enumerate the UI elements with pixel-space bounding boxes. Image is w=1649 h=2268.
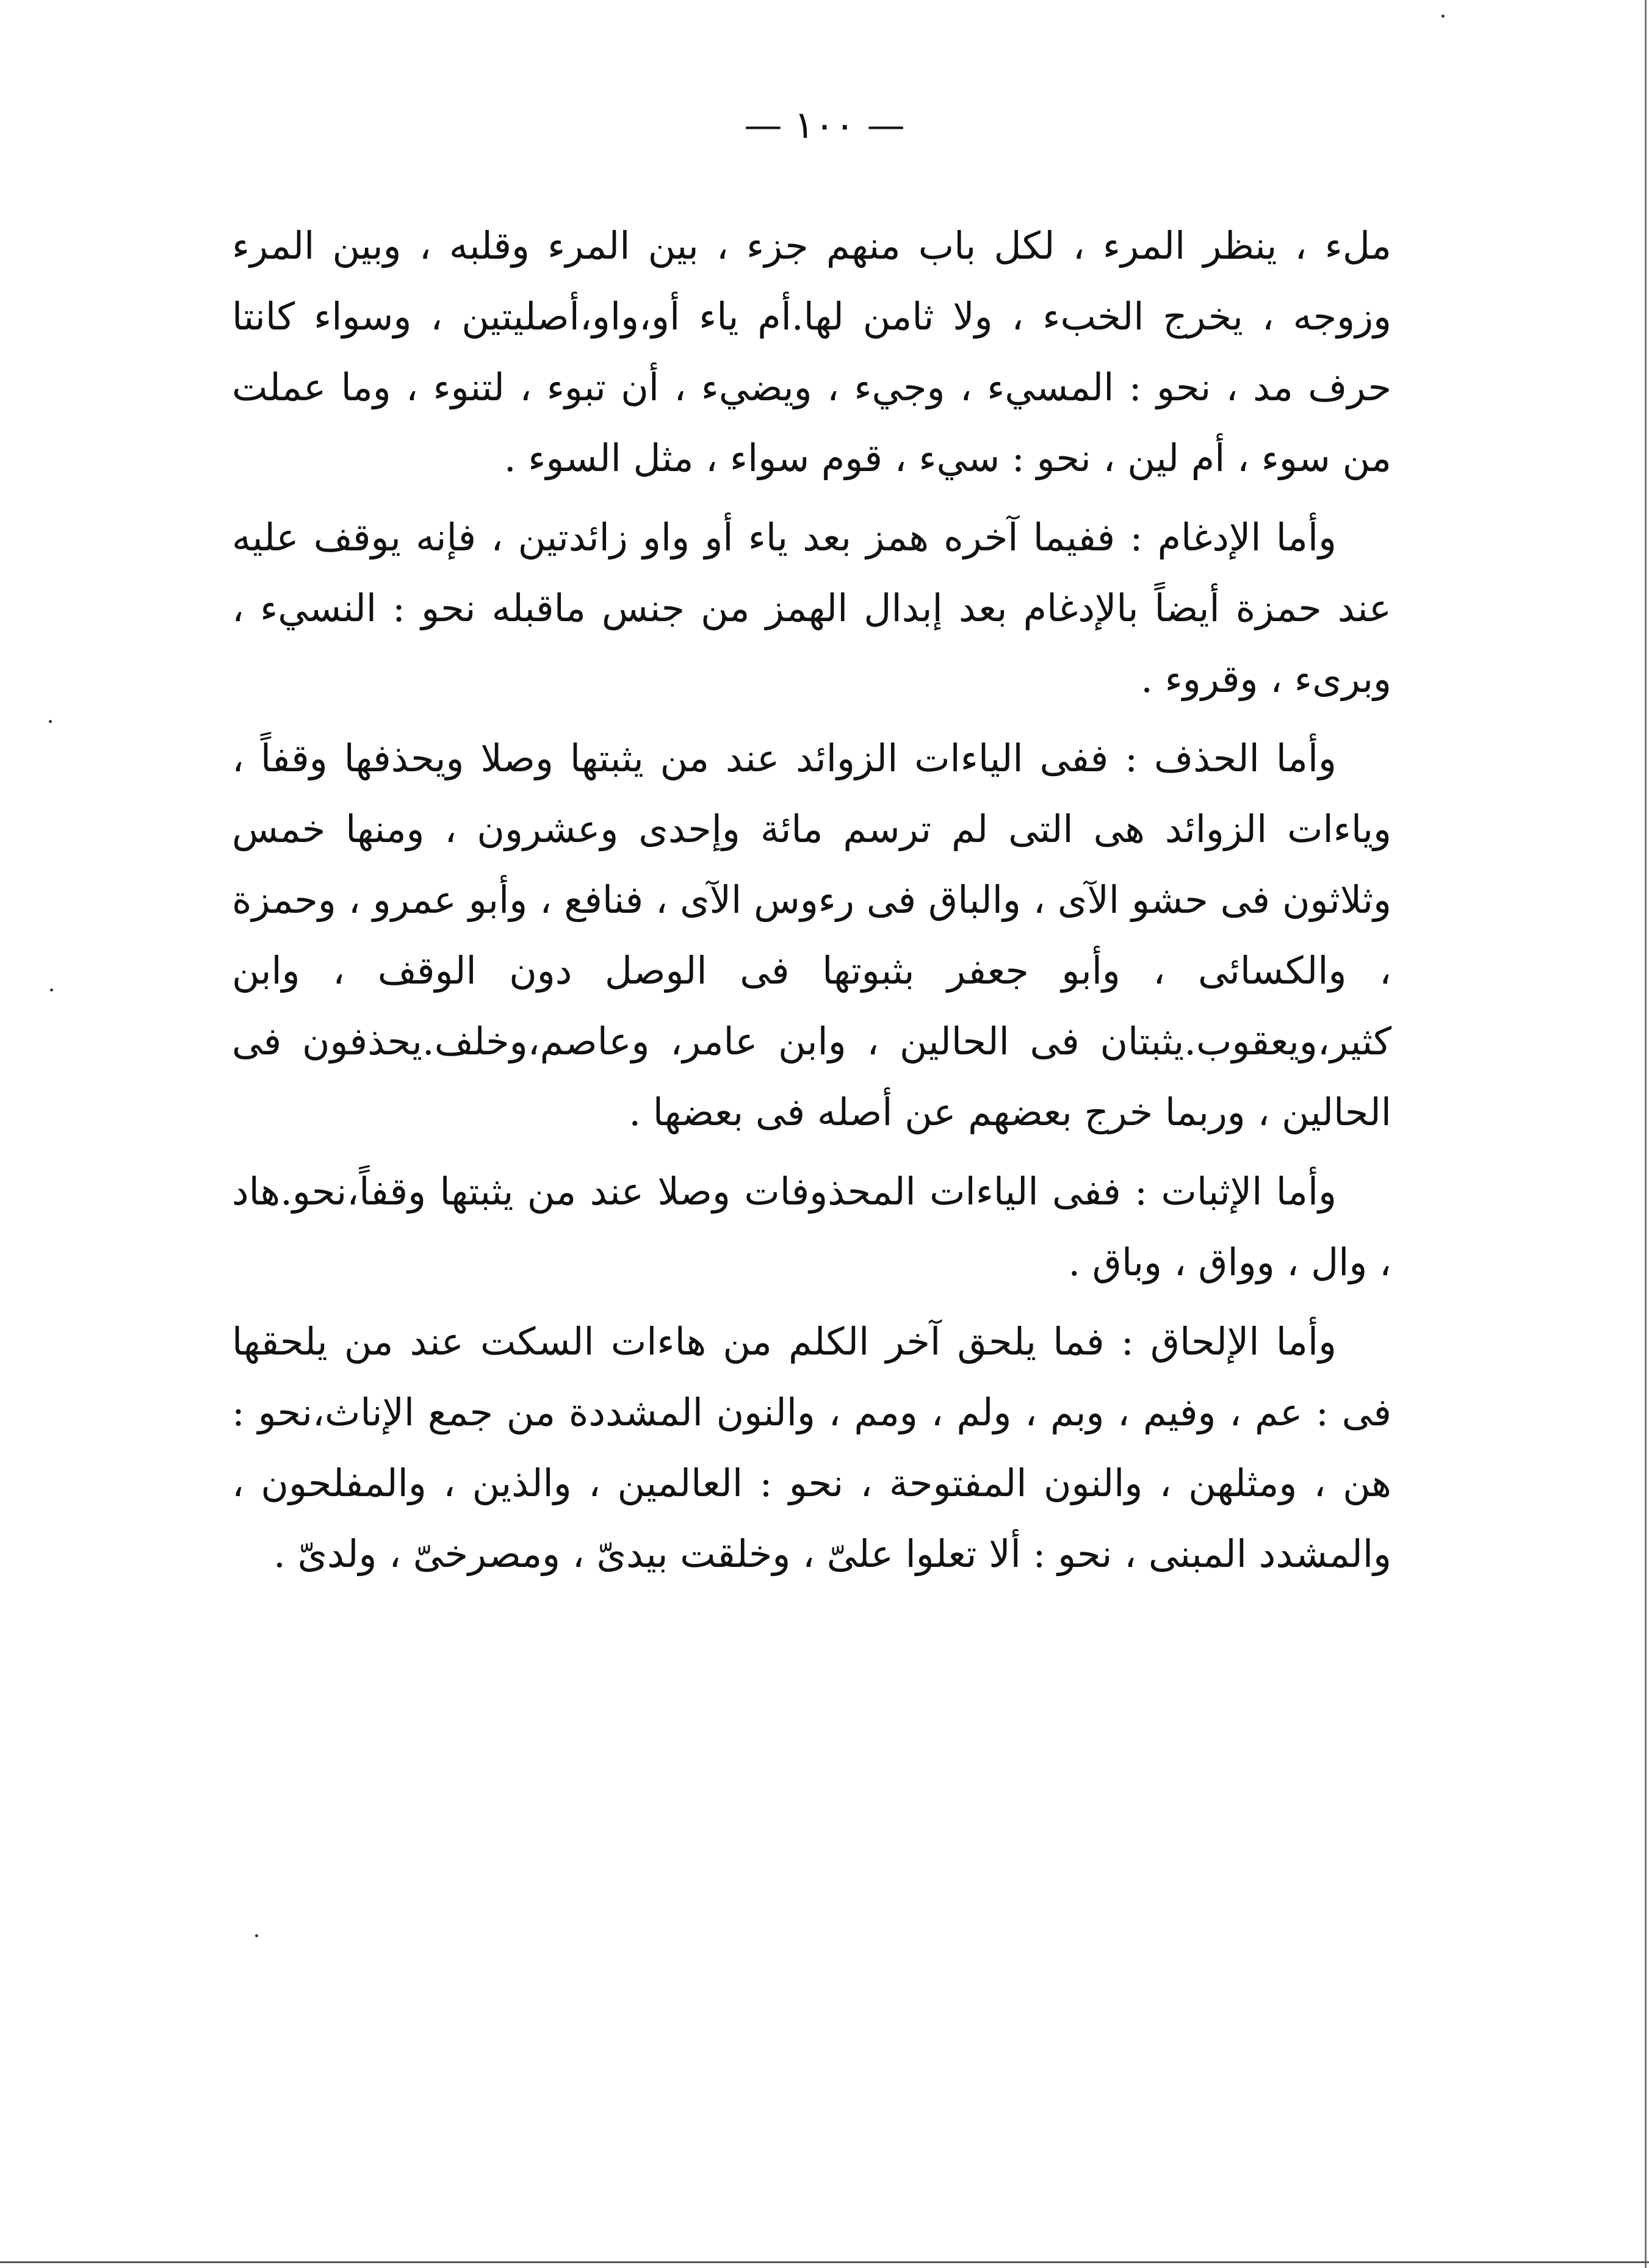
paragraph-ilhaq: وأما الإلحاق : فما يلحق آخر الكلم من هاءات السكت عند من يلحقها فى : عم ، وفيم ، وبم ، ولم ، ومم ، والنون المشددة من جمع الإناث،نحو : هن ، ومثلهن ، والنون المفتوحة ، نحو : العالمين ، والذين ، والمفلحون ، والمشدد المبنى ، نحو : ألا تعلوا علىّ ، وخلقت بيدىّ ، ومصرخىّ ، ولدىّ . <box>232 1319 1391 1576</box>
scan-speck <box>1442 15 1445 18</box>
paragraph-hamz-examples: ملء ، ينظر المرء ، لكل باب منهم جزء ، بين المرء وقلبه ، وبين المرء وزوجه ، يخرج الخبء ، ولا ثامن لها.أم ياء أو،واو،أصليتين ، وسواء كانتا حرف مد ، نحو : المسيء ، وجيء ، ويضيء ، أن تبوء ، لتنوء ، وما عملت من سوء ، أم لين ، نحو : سيء ، قوم سواء ، مثل السوء . <box>232 223 1391 480</box>
paragraph-ithbat: وأما الإثبات : ففى الياءات المحذوفات وصلا عند من يثبتها وقفاً،نحو.هاد ، وال ، وواق ، وباق . <box>232 1169 1391 1284</box>
body-text <box>232 211 1391 1598</box>
scan-speck <box>255 1934 258 1937</box>
paragraph-hadhf: وأما الحذف : ففى الياءات الزوائد عند من يثبتها وصلا ويحذفها وقفاً ، وياءات الزوائد هى التى لم ترسم مائة وإحدى وعشرون ، ومنها خمس وثلاثون فى حشو الآى ، والباق فى رءوس الآى ، فنافع ، وأبو عمرو ، وحمزة ، والكسائى ، وأبو جعفر بثبوتها فى الوصل دون الوقف ، وابن كثير،ويعقوب.يثبتان فى الحالين ، وابن عامر، وعاصم،وخلف.يحذفون فى الحالين ، وربما خرج بعضهم عن أصله فى بعضها . <box>232 736 1391 1134</box>
scan-speck <box>50 988 53 992</box>
scan-edge-right <box>1645 0 1647 2268</box>
page-number: — ١٠٠ — <box>744 103 905 147</box>
paragraph-idgham: وأما الإدغام : ففيما آخره همز بعد ياء أو واو زائدتين ، فإنه يوقف عليه عند حمزة أيضاً بالإدغام بعد إبدال الهمز من جنس ماقبله نحو : النسيء ، وبرىء ، وقروء . <box>232 515 1392 701</box>
scan-speck <box>49 720 52 723</box>
scan-edge-bottom <box>0 2261 1649 2263</box>
